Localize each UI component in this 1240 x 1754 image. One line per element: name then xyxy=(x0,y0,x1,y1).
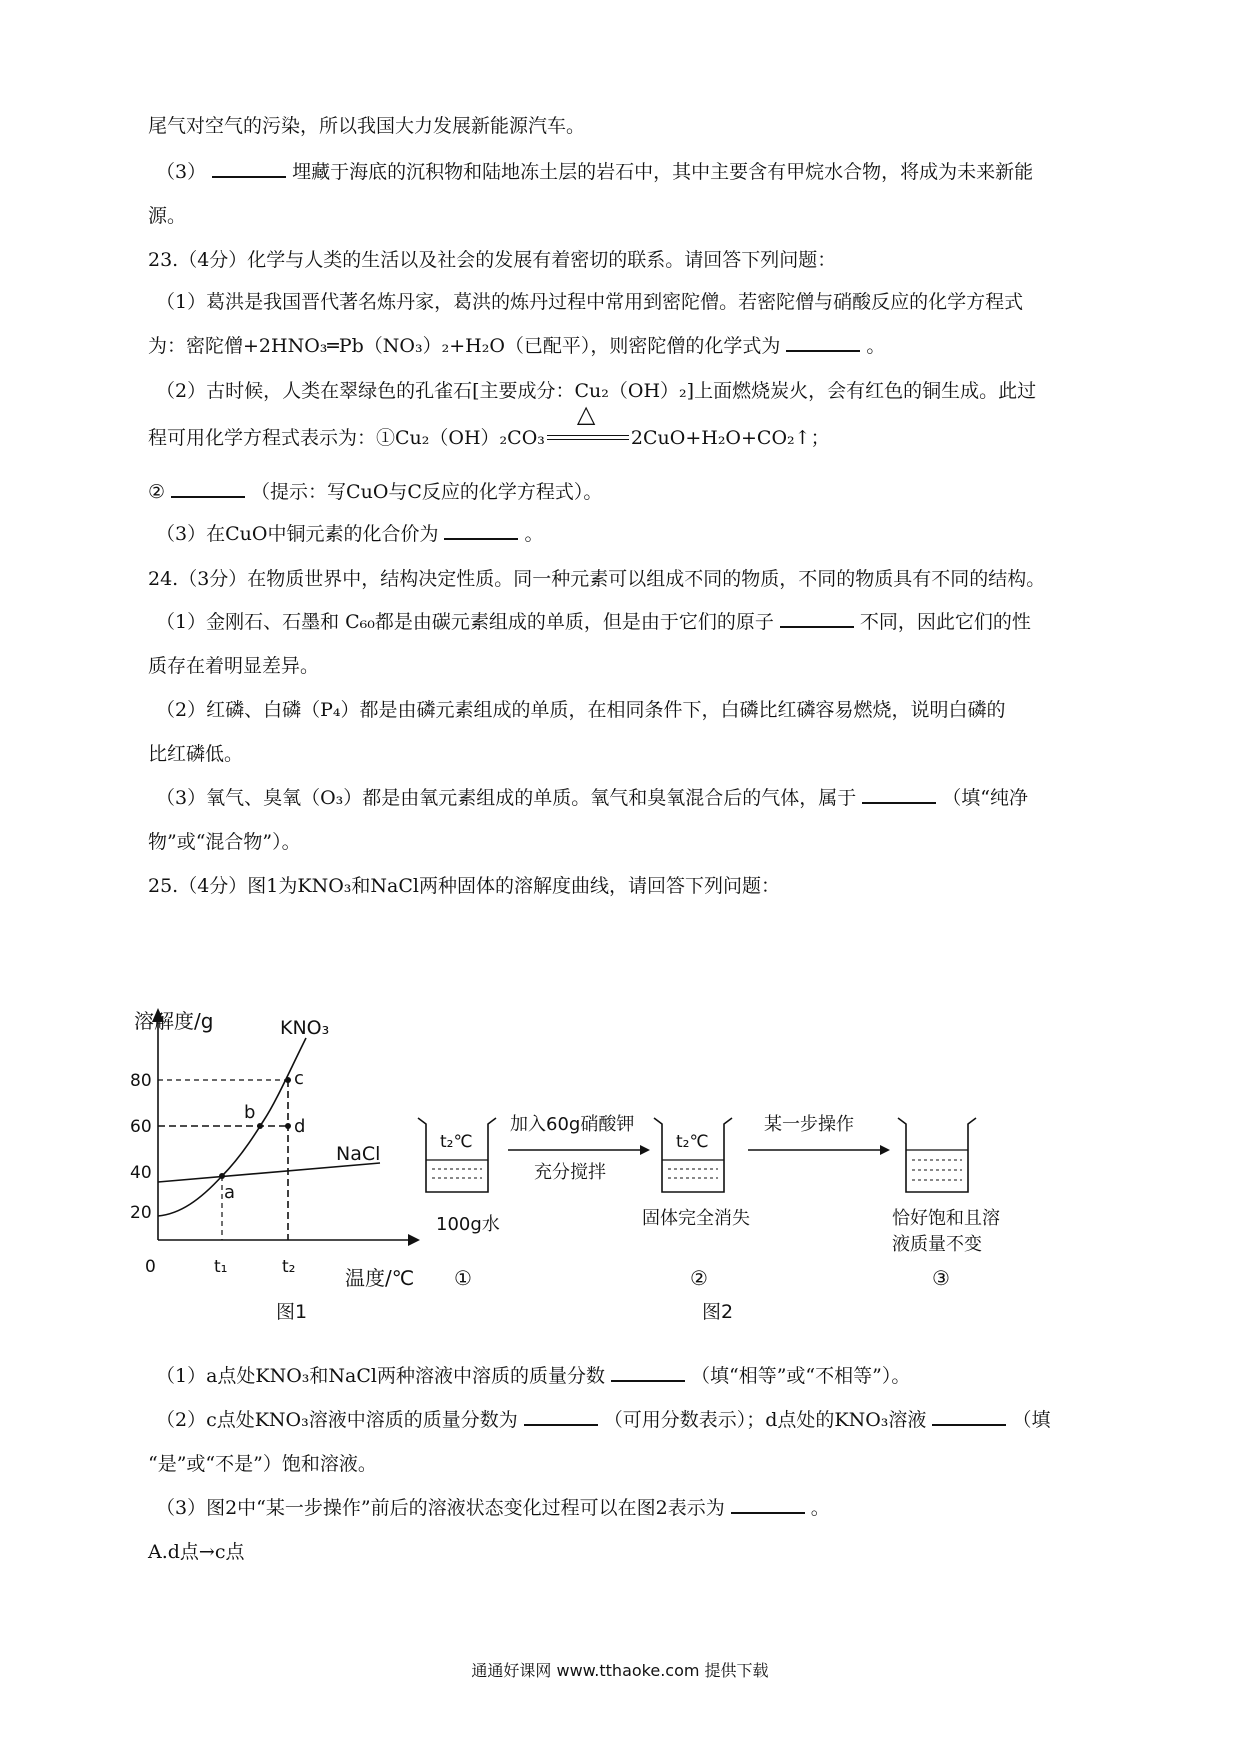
q24-part3: （3）氧气、臭氧（O₃）都是由氧元素组成的单质。氧气和臭氧混合后的气体，属于 （填“纯净 xyxy=(156,784,1136,812)
beaker-3 xyxy=(892,1118,1000,1290)
arrow-1-top-label: 加入60g硝酸钾 xyxy=(510,1114,635,1135)
beaker-2-outline xyxy=(654,1118,732,1192)
page-footer: 通通好课网 www.tthaoke.com 提供下载 xyxy=(471,1661,769,1680)
origin-label: 0 xyxy=(145,1257,156,1277)
x-axis-arrow xyxy=(408,1234,420,1246)
y-tick-80: 80 xyxy=(130,1071,152,1091)
arrow-2-head xyxy=(880,1145,890,1155)
figure-area xyxy=(130,1000,1140,1340)
q23-part2a: （2）古时候，人类在翠绿色的孔雀石[主要成分：Cu₂（OH）₂]上面燃烧炭火，会有红色的铜生成。此过 xyxy=(156,380,1037,402)
solubility-and-beaker-figure xyxy=(130,1000,1140,1340)
answer-blank[interactable] xyxy=(171,478,245,498)
point-c-label: c xyxy=(294,1068,304,1089)
beaker-3-label-1: 恰好饱和且溶 xyxy=(892,1208,1000,1229)
q24-part2: （2）红磷、白磷（P₄）都是由磷元素组成的单质，在相同条件下，白磷比红磷容易燃烧，说明白磷的 xyxy=(156,699,1006,721)
y-tick-20: 20 xyxy=(130,1203,152,1223)
answer-blank[interactable] xyxy=(932,1406,1006,1426)
delta-symbol: △ xyxy=(576,400,596,428)
q23-part2b: 程可用化学方程式表示为：①Cu₂（OH）₂CO₃ △ 2CuO+H₂O+CO₂↑； xyxy=(148,400,830,449)
figure1-solubility-curve xyxy=(130,1008,420,1323)
arrow-1-head xyxy=(640,1145,650,1155)
q24-part1: （1）金刚石、石墨和 C₆₀都是由碳元素组成的单质，但是由于它们的原子 不同，因此它们的性 xyxy=(156,608,1136,636)
point-d-label: d xyxy=(294,1116,306,1137)
point-a xyxy=(219,1173,225,1179)
figure1-caption: 图1 xyxy=(276,1301,308,1323)
q22-part3: （3） 埋藏于海底的沉积物和陆地冻土层的岩石中，其中主要含有甲烷水合物，将成为未来新能 xyxy=(156,158,1136,186)
answer-blank[interactable] xyxy=(862,784,936,804)
step-3-marker: ③ xyxy=(932,1266,950,1290)
answer-blank[interactable] xyxy=(611,1362,685,1382)
arrow-1-bottom-label: 充分搅拌 xyxy=(534,1162,606,1183)
q24-part2-cont: 比红磷低。 xyxy=(148,743,244,765)
q25-part2-cont: “是”或“不是”）饱和溶液。 xyxy=(148,1453,377,1475)
q24-part1-cont: 质存在着明显差异。 xyxy=(148,655,320,677)
nacl-label: NaCl xyxy=(336,1143,381,1165)
kno3-label: KNO₃ xyxy=(280,1017,330,1039)
point-d xyxy=(285,1123,291,1129)
heat-condition xyxy=(547,400,629,444)
beaker-3-outline xyxy=(898,1118,976,1192)
q25-part3: （3）图2中“某一步操作”前后的溶液状态变化过程可以在图2表示为 。 xyxy=(156,1494,1136,1522)
q24-part3-cont: 物”或“混合物”）。 xyxy=(148,831,301,853)
q25-part2: （2）c点处KNO₃溶液中溶质的质量分数为 （可用分数表示）；d点处的KNO₃溶液 （填 xyxy=(156,1406,1136,1434)
answer-blank[interactable] xyxy=(731,1494,805,1514)
step-2-marker: ② xyxy=(690,1266,708,1290)
q24-heading: 24.（3分）在物质世界中，结构决定性质。同一种元素可以组成不同的物质，不同的物质具有不同的结构。 xyxy=(148,568,1046,590)
q25-part1: （1）a点处KNO₃和NaCl两种溶液中溶质的质量分数 （填“相等”或“不相等”）。 xyxy=(156,1362,1136,1390)
point-b xyxy=(257,1123,263,1129)
q22-part3-cont: 源。 xyxy=(148,205,187,227)
answer-blank[interactable] xyxy=(212,158,286,178)
figure2-caption: 图2 xyxy=(702,1301,734,1323)
answer-blank[interactable] xyxy=(444,520,518,540)
x-tick-t2: t₂ xyxy=(282,1257,296,1277)
q22-line1: 尾气对空气的污染，所以我国大力发展新能源汽车。 xyxy=(148,115,586,137)
y-tick-60: 60 xyxy=(130,1117,152,1137)
point-c xyxy=(285,1077,291,1083)
q25-heading: 25.（4分）图1为KNO₃和NaCl两种固体的溶解度曲线，请回答下列问题： xyxy=(148,875,780,897)
beaker-1-label: 100g水 xyxy=(436,1214,500,1235)
beaker-1-outline xyxy=(418,1118,496,1192)
beaker-1-temp: t₂℃ xyxy=(440,1132,473,1152)
x-tick-t1: t₁ xyxy=(214,1257,228,1277)
x-axis-label: 温度/℃ xyxy=(345,1266,415,1290)
figure2-beakers xyxy=(418,1114,1000,1323)
q25-option-a: A.d点→c点 xyxy=(148,1541,245,1563)
beaker-1 xyxy=(418,1118,500,1290)
answer-blank[interactable] xyxy=(780,608,854,628)
answer-blank[interactable] xyxy=(524,1406,598,1426)
q23-part3: （3）在CuO中铜元素的化合价为 。 xyxy=(156,520,1136,548)
q23-part1a: （1）葛洪是我国晋代著名炼丹家，葛洪的炼丹过程中常用到密陀僧。若密陀僧与硝酸反应的化学方程式 xyxy=(156,291,1024,313)
y-tick-40: 40 xyxy=(130,1163,152,1183)
beaker-2-temp: t₂℃ xyxy=(676,1132,709,1152)
q23-part2c: ② （提示：写CuO与C反应的化学方程式）。 xyxy=(148,478,1128,506)
beaker-2 xyxy=(642,1118,750,1323)
arrow-2-top-label: 某一步操作 xyxy=(764,1114,854,1135)
step-1-marker: ① xyxy=(454,1266,472,1290)
nacl-line xyxy=(158,1163,380,1182)
q23-heading: 23.（4分）化学与人类的生活以及社会的发展有着密切的联系。请回答下列问题： xyxy=(148,249,837,271)
beaker-2-label: 固体完全消失 xyxy=(642,1208,750,1229)
y-axis-label: 溶解度/g xyxy=(134,1009,214,1033)
answer-blank[interactable] xyxy=(786,332,860,352)
point-b-label: b xyxy=(244,1102,256,1123)
beaker-3-label-2: 液质量不变 xyxy=(892,1234,982,1255)
q23-part1b: 为：密陀僧+2HNO₃═Pb（NO₃）₂+H₂O（已配平），则密陀僧的化学式为 。 xyxy=(148,332,1128,360)
point-a-label: a xyxy=(224,1182,236,1203)
